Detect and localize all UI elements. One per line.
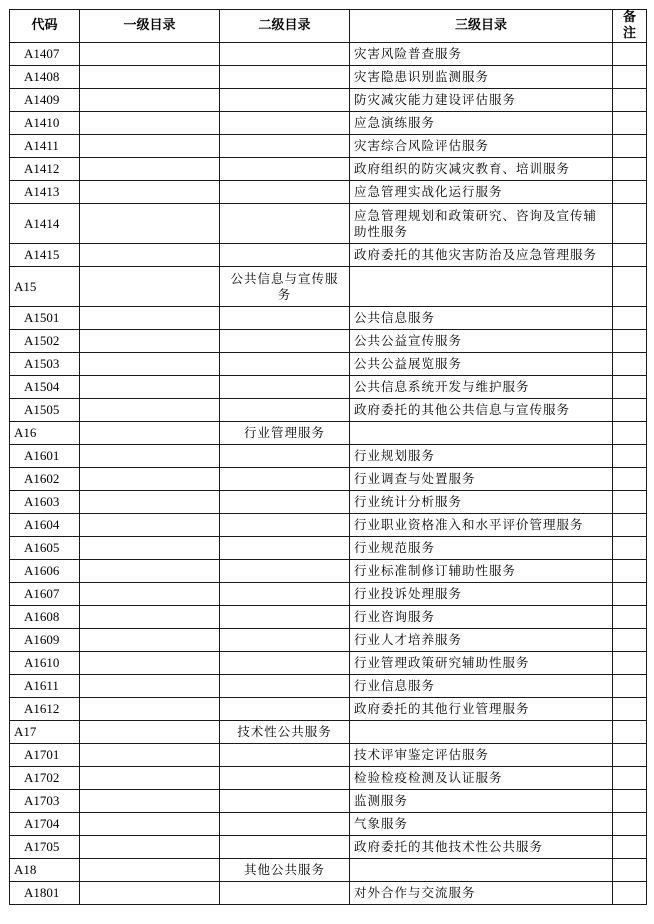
cell-code: A1703 (10, 790, 80, 813)
cell-level1 (80, 376, 220, 399)
header-row (10, 10, 647, 43)
cell-level1 (80, 89, 220, 112)
cell-level2 (220, 330, 350, 353)
cell-code: A15 (10, 267, 80, 307)
cell-level2 (220, 66, 350, 89)
table-row (10, 66, 647, 89)
cell-code: A18 (10, 859, 80, 882)
cell-code: A1609 (10, 629, 80, 652)
cell-level3: 对外合作与交流服务 (350, 882, 613, 905)
cell-code: A17 (10, 721, 80, 744)
cell-level3: 行业管理政策研究辅助性服务 (350, 652, 613, 675)
cell-level1 (80, 514, 220, 537)
cell-code: A1502 (10, 330, 80, 353)
cell-level3: 行业规范服务 (350, 537, 613, 560)
table-row (10, 583, 647, 606)
cell-code: A1611 (10, 675, 80, 698)
cell-note (613, 399, 647, 422)
cell-code: A1607 (10, 583, 80, 606)
table-row (10, 267, 647, 307)
table-row (10, 767, 647, 790)
table-row (10, 744, 647, 767)
cell-note (613, 307, 647, 330)
cell-code: A1704 (10, 813, 80, 836)
cell-code: A1702 (10, 767, 80, 790)
cell-level1 (80, 307, 220, 330)
cell-level1 (80, 721, 220, 744)
cell-level2 (220, 606, 350, 629)
cell-level3: 防灾减灾能力建设评估服务 (350, 89, 613, 112)
cell-level2: 其他公共服务 (220, 859, 350, 882)
cell-level3: 公共信息系统开发与维护服务 (350, 376, 613, 399)
cell-level1 (80, 836, 220, 859)
cell-note (613, 514, 647, 537)
cell-level1 (80, 181, 220, 204)
table-row (10, 181, 647, 204)
cell-level3: 政府委托的其他灾害防治及应急管理服务 (350, 244, 613, 267)
table-row (10, 836, 647, 859)
cell-level1 (80, 43, 220, 66)
cell-code: A16 (10, 422, 80, 445)
cell-level3: 应急管理实战化运行服务 (350, 181, 613, 204)
cell-level2 (220, 675, 350, 698)
catalog-table (9, 9, 647, 905)
cell-level2: 公共信息与宣传服务 (220, 267, 350, 307)
cell-note (613, 606, 647, 629)
cell-level1 (80, 244, 220, 267)
cell-level1 (80, 790, 220, 813)
cell-note (613, 721, 647, 744)
cell-code: A1701 (10, 744, 80, 767)
table-row (10, 445, 647, 468)
cell-code: A1605 (10, 537, 80, 560)
table-row (10, 244, 647, 267)
cell-level1 (80, 204, 220, 244)
cell-note (613, 836, 647, 859)
cell-level2 (220, 583, 350, 606)
cell-note (613, 560, 647, 583)
cell-level3: 公共公益宣传服务 (350, 330, 613, 353)
header-level3: 三级目录 (350, 10, 613, 43)
cell-level2: 技术性公共服务 (220, 721, 350, 744)
cell-code: A1410 (10, 112, 80, 135)
cell-level3: 行业规划服务 (350, 445, 613, 468)
cell-level1 (80, 158, 220, 181)
table-row (10, 353, 647, 376)
cell-level1 (80, 422, 220, 445)
cell-note (613, 353, 647, 376)
table-row (10, 813, 647, 836)
cell-note (613, 790, 647, 813)
table-row (10, 491, 647, 514)
table-row (10, 629, 647, 652)
cell-level1 (80, 491, 220, 514)
cell-level3 (350, 721, 613, 744)
cell-level1 (80, 813, 220, 836)
cell-level3: 公共信息服务 (350, 307, 613, 330)
cell-code: A1415 (10, 244, 80, 267)
cell-level2 (220, 652, 350, 675)
cell-level3: 公共公益展览服务 (350, 353, 613, 376)
cell-note (613, 89, 647, 112)
cell-level3: 气象服务 (350, 813, 613, 836)
cell-code: A1411 (10, 135, 80, 158)
cell-code: A1610 (10, 652, 80, 675)
cell-level3: 灾害隐患识别监测服务 (350, 66, 613, 89)
cell-level3 (350, 859, 613, 882)
cell-level2 (220, 158, 350, 181)
cell-note (613, 491, 647, 514)
table-row (10, 43, 647, 66)
cell-code: A1604 (10, 514, 80, 537)
cell-level2 (220, 445, 350, 468)
cell-level2: 行业管理服务 (220, 422, 350, 445)
cell-level2 (220, 181, 350, 204)
cell-note (613, 698, 647, 721)
cell-level3: 技术评审鉴定评估服务 (350, 744, 613, 767)
cell-level2 (220, 89, 350, 112)
cell-level2 (220, 43, 350, 66)
cell-note (613, 583, 647, 606)
cell-note (613, 376, 647, 399)
table-row (10, 606, 647, 629)
cell-code: A1608 (10, 606, 80, 629)
cell-level2 (220, 813, 350, 836)
cell-level1 (80, 560, 220, 583)
cell-level2 (220, 629, 350, 652)
table-row (10, 307, 647, 330)
cell-code: A1504 (10, 376, 80, 399)
cell-level1 (80, 330, 220, 353)
cell-note (613, 422, 647, 445)
cell-note (613, 66, 647, 89)
cell-level2 (220, 836, 350, 859)
cell-level2 (220, 514, 350, 537)
cell-level2 (220, 698, 350, 721)
cell-note (613, 675, 647, 698)
cell-level3: 政府委托的其他行业管理服务 (350, 698, 613, 721)
table-row (10, 330, 647, 353)
cell-level1 (80, 537, 220, 560)
cell-note (613, 43, 647, 66)
table-body (10, 43, 647, 905)
cell-level3: 政府委托的其他技术性公共服务 (350, 836, 613, 859)
cell-level1 (80, 468, 220, 491)
cell-level3: 行业标准制修订辅助性服务 (350, 560, 613, 583)
cell-code: A1612 (10, 698, 80, 721)
cell-code: A1501 (10, 307, 80, 330)
cell-level2 (220, 537, 350, 560)
cell-level3: 行业人才培养服务 (350, 629, 613, 652)
cell-level3: 行业信息服务 (350, 675, 613, 698)
cell-note (613, 135, 647, 158)
table-row (10, 859, 647, 882)
cell-level3: 应急管理规划和政策研究、咨询及宣传辅助性服务 (350, 204, 613, 244)
cell-level1 (80, 399, 220, 422)
cell-code: A1412 (10, 158, 80, 181)
cell-level2 (220, 204, 350, 244)
cell-note (613, 112, 647, 135)
cell-note (613, 859, 647, 882)
table-row (10, 204, 647, 244)
cell-level2 (220, 399, 350, 422)
table-row (10, 790, 647, 813)
cell-code: A1606 (10, 560, 80, 583)
cell-level1 (80, 267, 220, 307)
cell-level3 (350, 422, 613, 445)
cell-level1 (80, 583, 220, 606)
table-row (10, 376, 647, 399)
table-row (10, 652, 647, 675)
cell-note (613, 181, 647, 204)
table-row (10, 399, 647, 422)
cell-level3: 行业投诉处理服务 (350, 583, 613, 606)
cell-note (613, 468, 647, 491)
cell-level2 (220, 468, 350, 491)
cell-level3: 应急演练服务 (350, 112, 613, 135)
cell-note (613, 813, 647, 836)
cell-level1 (80, 629, 220, 652)
cell-code: A1602 (10, 468, 80, 491)
cell-level2 (220, 491, 350, 514)
table-row (10, 675, 647, 698)
cell-level3: 行业职业资格准入和水平评价管理服务 (350, 514, 613, 537)
cell-level3 (350, 267, 613, 307)
table-row (10, 89, 647, 112)
cell-level2 (220, 744, 350, 767)
cell-code: A1408 (10, 66, 80, 89)
cell-level2 (220, 767, 350, 790)
table-row (10, 112, 647, 135)
cell-level2 (220, 790, 350, 813)
cell-level1 (80, 675, 220, 698)
cell-note (613, 330, 647, 353)
header-level2: 二级目录 (220, 10, 350, 43)
cell-level1 (80, 353, 220, 376)
table-row (10, 882, 647, 905)
cell-level2 (220, 112, 350, 135)
cell-level3: 灾害综合风险评估服务 (350, 135, 613, 158)
cell-level3: 检验检疫检测及认证服务 (350, 767, 613, 790)
cell-code: A1601 (10, 445, 80, 468)
cell-note (613, 652, 647, 675)
cell-note (613, 882, 647, 905)
cell-level1 (80, 135, 220, 158)
table-row (10, 422, 647, 445)
cell-note (613, 629, 647, 652)
cell-level3: 政府组织的防灾减灾教育、培训服务 (350, 158, 613, 181)
cell-note (613, 767, 647, 790)
cell-code: A1603 (10, 491, 80, 514)
table-row (10, 537, 647, 560)
cell-note (613, 267, 647, 307)
cell-level3: 监测服务 (350, 790, 613, 813)
cell-level1 (80, 744, 220, 767)
cell-level1 (80, 698, 220, 721)
cell-level2 (220, 560, 350, 583)
cell-level2 (220, 376, 350, 399)
table-row (10, 135, 647, 158)
cell-code: A1705 (10, 836, 80, 859)
cell-level2 (220, 353, 350, 376)
cell-level1 (80, 445, 220, 468)
cell-code: A1407 (10, 43, 80, 66)
cell-code: A1801 (10, 882, 80, 905)
cell-level1 (80, 606, 220, 629)
cell-level3: 行业统计分析服务 (350, 491, 613, 514)
cell-level3: 灾害风险普查服务 (350, 43, 613, 66)
cell-code: A1503 (10, 353, 80, 376)
table-row (10, 721, 647, 744)
cell-level1 (80, 859, 220, 882)
cell-code: A1505 (10, 399, 80, 422)
cell-code: A1413 (10, 181, 80, 204)
cell-level1 (80, 767, 220, 790)
cell-note (613, 744, 647, 767)
table-row (10, 560, 647, 583)
header-code: 代码 (10, 10, 80, 43)
cell-level3: 行业调查与处置服务 (350, 468, 613, 491)
cell-level3: 行业咨询服务 (350, 606, 613, 629)
table-row (10, 468, 647, 491)
table-row (10, 698, 647, 721)
cell-level1 (80, 652, 220, 675)
cell-note (613, 244, 647, 267)
cell-level3: 政府委托的其他公共信息与宣传服务 (350, 399, 613, 422)
header-level1: 一级目录 (80, 10, 220, 43)
cell-note (613, 445, 647, 468)
cell-level1 (80, 882, 220, 905)
cell-code: A1409 (10, 89, 80, 112)
table-row (10, 514, 647, 537)
cell-level1 (80, 112, 220, 135)
cell-note (613, 537, 647, 560)
cell-level2 (220, 244, 350, 267)
cell-note (613, 158, 647, 181)
cell-level2 (220, 307, 350, 330)
cell-level1 (80, 66, 220, 89)
cell-note (613, 204, 647, 244)
cell-level2 (220, 882, 350, 905)
table-row (10, 158, 647, 181)
cell-level2 (220, 135, 350, 158)
cell-code: A1414 (10, 204, 80, 244)
header-note: 备注 (613, 10, 647, 43)
